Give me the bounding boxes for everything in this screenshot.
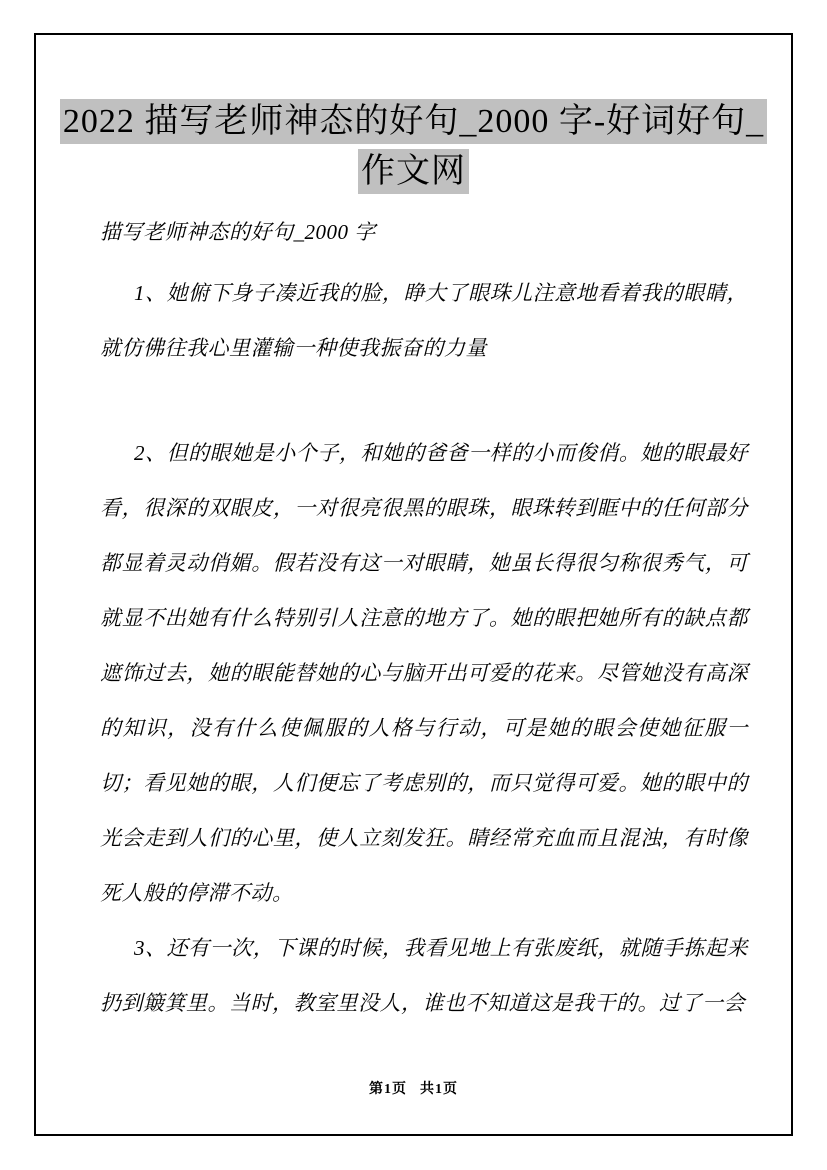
document-title [36,97,791,197]
footer-page-number: 第1页 [369,1082,407,1097]
title-line-1: 2022 描写老师神态的好句_2000 字-好词好句_ [60,99,767,144]
document-page [34,33,793,1136]
paragraph-3: 3、还有一次，下课的时候，我看见地上有张废纸，就随手拣起来扔到簸箕里。当时，教室里没人，谁也不知道这是我干的。过了一会 [100,936,748,1015]
paragraph-2: 2、但的眼她是小个子，和她的爸爸一样的小而俊俏。她的眼最好看，很深的双眼皮，一对很亮很黑的眼珠，眼珠转到眶中的任何部分都显着灵动俏媚。假若没有这一对眼睛，她虽长得很匀称很秀气，可就显不出她有什么特别引人注意的地方了。她的眼把她所有的缺点都遮饰过去，她的眼能替她的心与脑开出可爱的花来。尽管她没有高深的知识，没有什么使佩服的人格与行动，可是她的眼会使她征服一切；看见她的眼，人们便忘了考虑别的，而只觉得可爱。她的眼中的光会走到人们的心里，使人立刻发狂。睛经常充血而且混浊，有时像死人般的停滞不动。 [100,441,748,905]
title-line-2: 作文网 [358,149,469,194]
title-line-1-wrap [36,97,791,147]
paragraph-1: 1、她俯下身子凑近我的脸，睁大了眼珠儿注意地看着我的眼睛，就仿佛往我心里灌输一种使我振奋的力量 [100,281,748,360]
document-body [100,205,748,1031]
footer-total-pages: 共1页 [420,1082,458,1097]
title-line-2-wrap [36,147,791,197]
page-footer [36,1081,791,1099]
body-heading: 描写老师神态的好句_2000 字 [100,220,376,244]
